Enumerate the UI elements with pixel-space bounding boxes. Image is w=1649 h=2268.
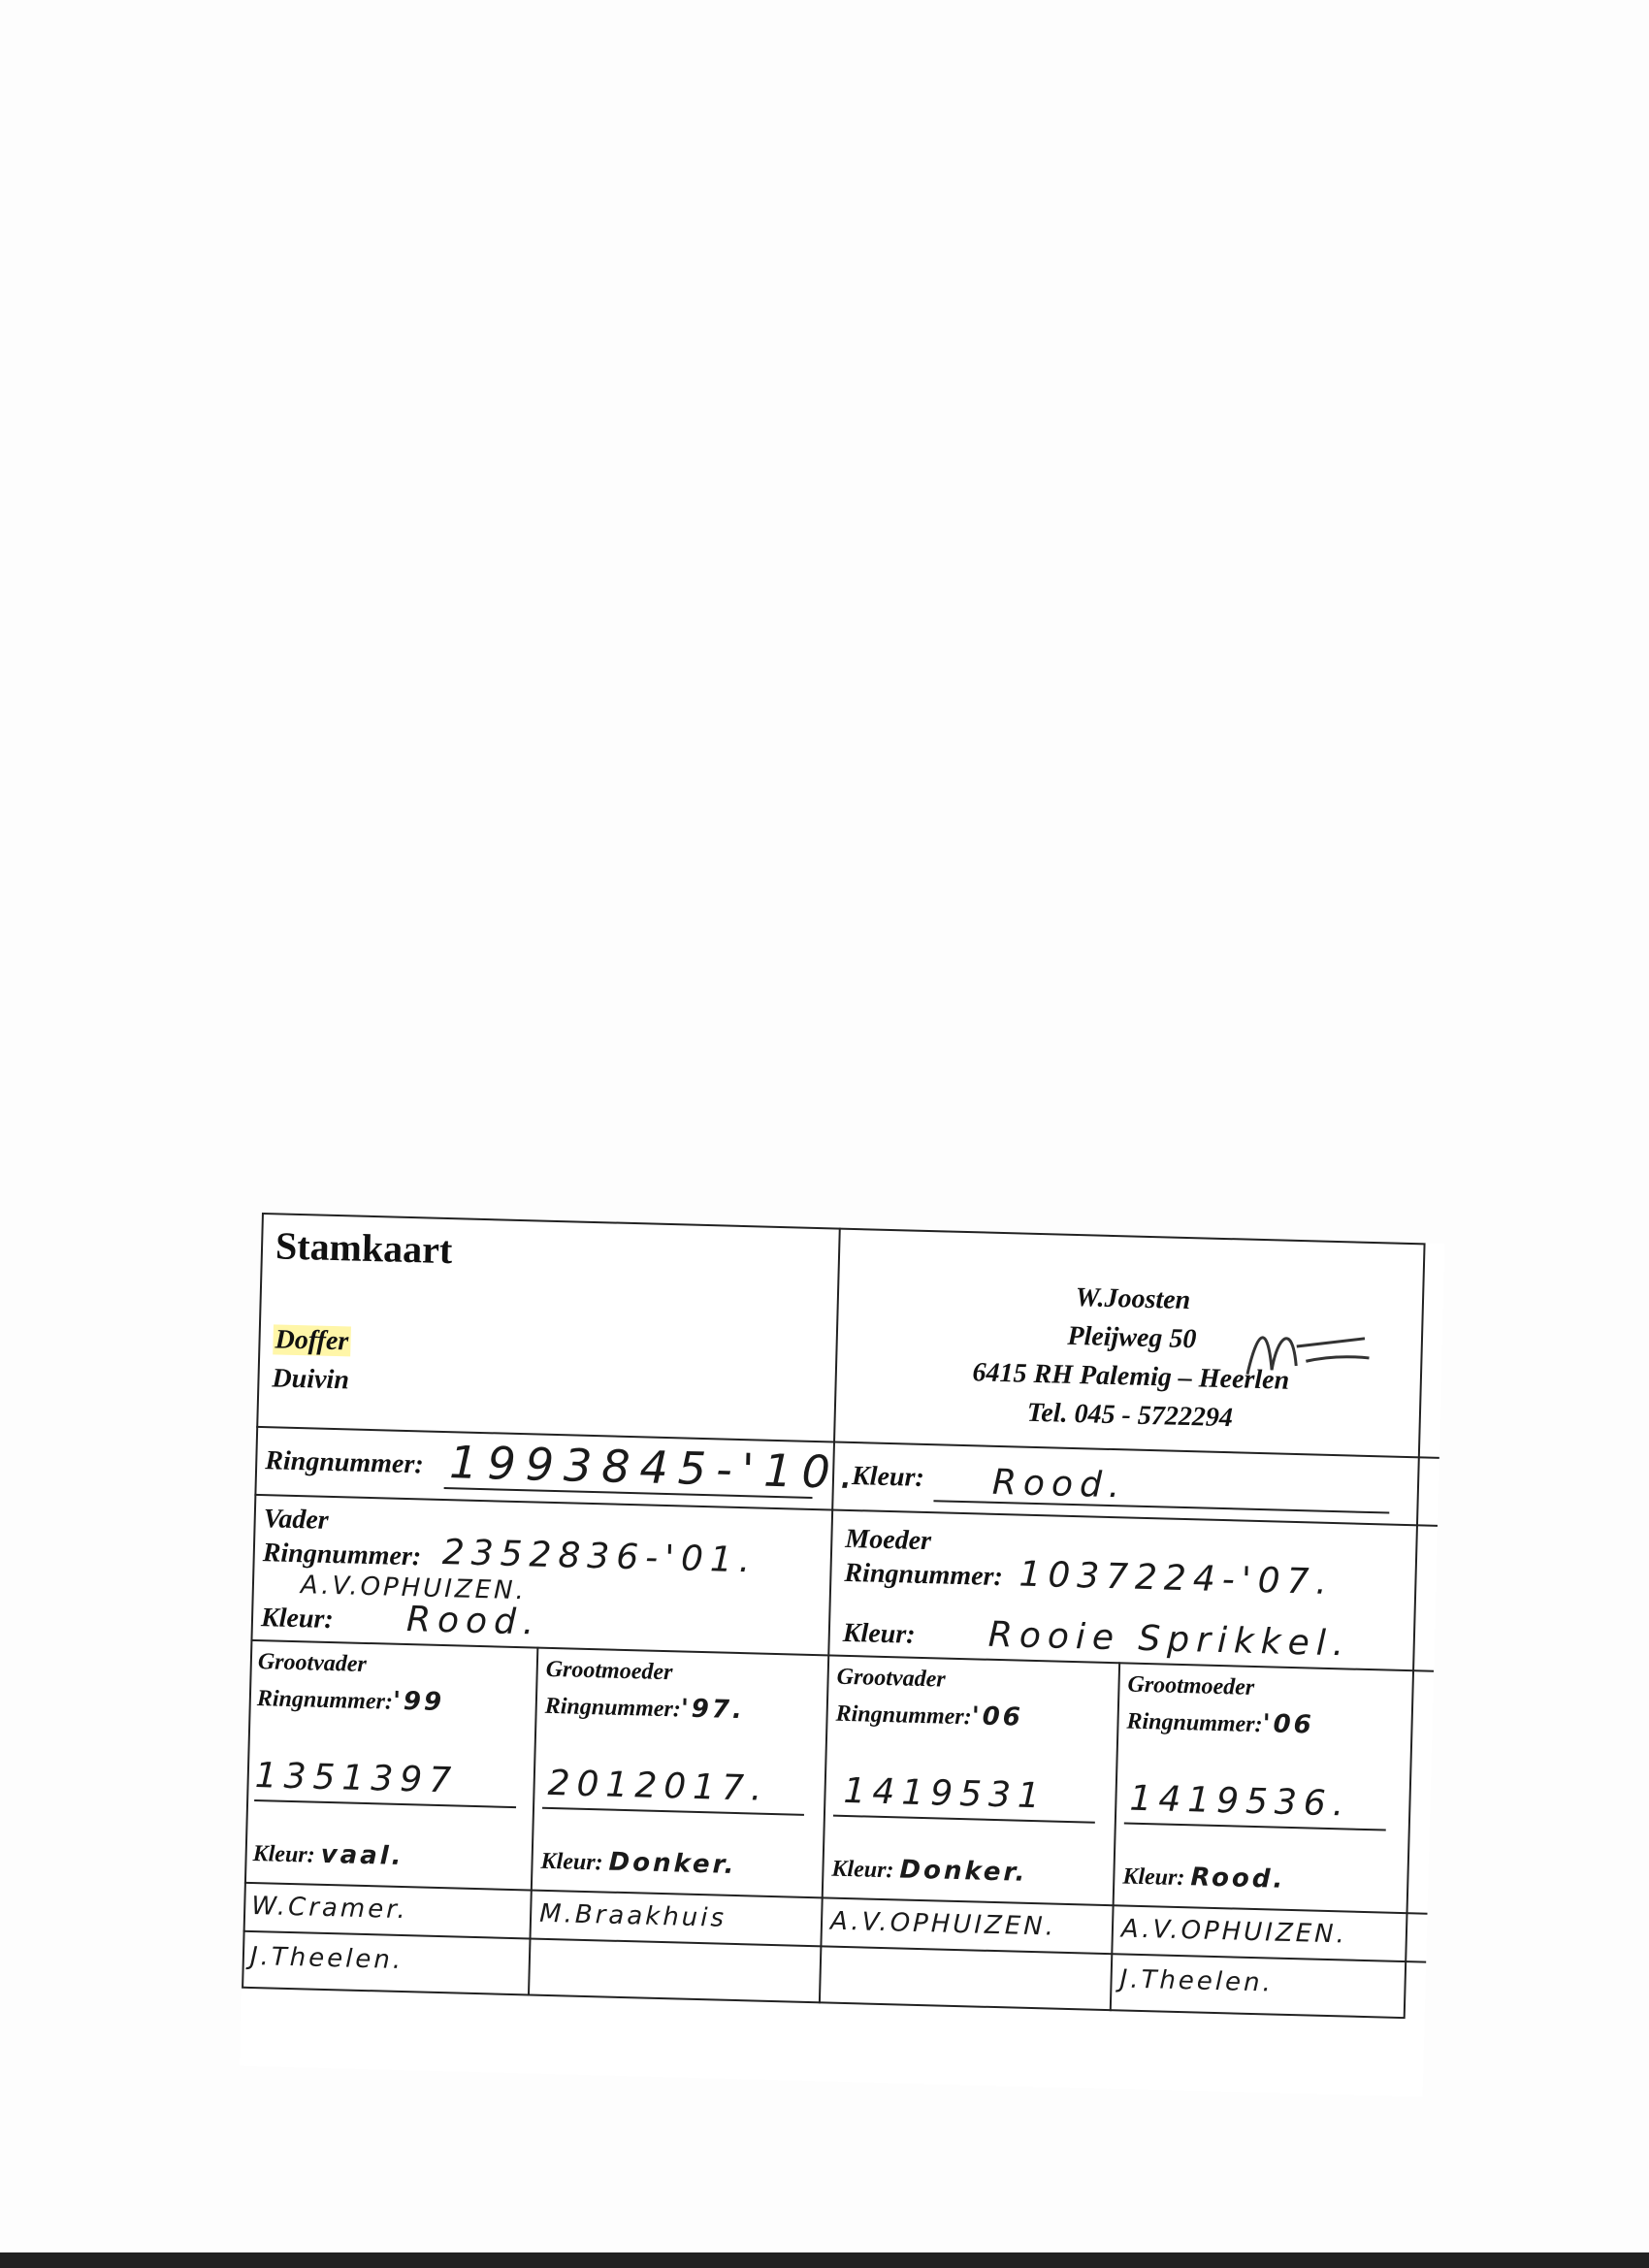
pigeon-ring: 1993845-'10. [448, 1436, 865, 1500]
father-label: Vader [263, 1504, 330, 1536]
mother-ring: 1037224-'07. [1018, 1554, 1335, 1604]
card-title: Stamkaart [275, 1223, 453, 1273]
father-kleur-label: Kleur: [260, 1603, 335, 1636]
gp3-ring-label: Ringnummer:'06 [835, 1701, 1024, 1733]
owner-name: W.Joosten [1075, 1281, 1191, 1316]
mother-ring-label: Ringnummer: [844, 1557, 1004, 1593]
gp1-label: Grootvader [257, 1649, 368, 1677]
mother-kleur: Rooie Sprikkel. [987, 1614, 1351, 1665]
gp4-breeder: A.V.OPHUIZEN. [1120, 1914, 1348, 1950]
mother-kleur-label: Kleur: [842, 1617, 916, 1650]
father-ring: 2352836-'01. [441, 1532, 758, 1581]
gp2-breeder: M.Braakhuis [538, 1898, 728, 1933]
pedigree-card [240, 1213, 1445, 2097]
gp2-ring-label: Ringnummer:'97. [544, 1693, 746, 1726]
gp2-kleur: Kleur: Donker. [540, 1847, 737, 1881]
gp3-breeder: A.V.OPHUIZEN. [829, 1906, 1057, 1942]
gp1-extra: J.Theelen. [249, 1941, 404, 1976]
gp2-ring: 2012017. [547, 1763, 769, 1809]
gp4-ring: 1419536. [1128, 1778, 1351, 1825]
sex-option-doffer: Doffer [275, 1324, 349, 1357]
gp2-label: Grootmoeder [545, 1656, 673, 1686]
gp1-ring-label: Ringnummer:'99 [256, 1686, 445, 1718]
gp4-label: Grootmoeder [1127, 1671, 1255, 1701]
father-ring-label: Ringnummer: [262, 1538, 422, 1572]
gp3-label: Grootvader [836, 1664, 946, 1693]
gp1-ring: 1351397 [254, 1756, 459, 1801]
owner-street: Pleijweg 50 [1067, 1320, 1197, 1355]
sex-option-duivin: Duivin [272, 1363, 350, 1396]
pigeon-kleur: Rood. [991, 1462, 1127, 1507]
ring-label: Ringnummer: [264, 1445, 425, 1480]
gp4-ring-label: Ringnummer:'06 [1126, 1708, 1315, 1740]
owner-phone: Tel. 045 - 5722294 [1026, 1397, 1234, 1434]
gp4-extra: J.Theelen. [1119, 1964, 1275, 1998]
gp1-kleur: Kleur: vaal. [252, 1839, 404, 1872]
gp3-kleur: Kleur: Donker. [831, 1855, 1028, 1888]
father-breeder: A.V.OPHUIZEN. [300, 1571, 528, 1606]
signature-icon [1237, 1315, 1374, 1397]
owner-city: 6415 RH Palemig – Heerlen [972, 1357, 1290, 1396]
scanner-edge [0, 2252, 1649, 2268]
gp4-kleur: Kleur: Rood. [1122, 1863, 1286, 1895]
mother-label: Moeder [844, 1523, 932, 1557]
father-kleur: Rood. [405, 1600, 541, 1643]
kleur-label: Kleur: [851, 1461, 925, 1493]
gp1-breeder: W.Cramer. [250, 1891, 409, 1926]
gp3-ring: 1419531 [843, 1770, 1048, 1817]
